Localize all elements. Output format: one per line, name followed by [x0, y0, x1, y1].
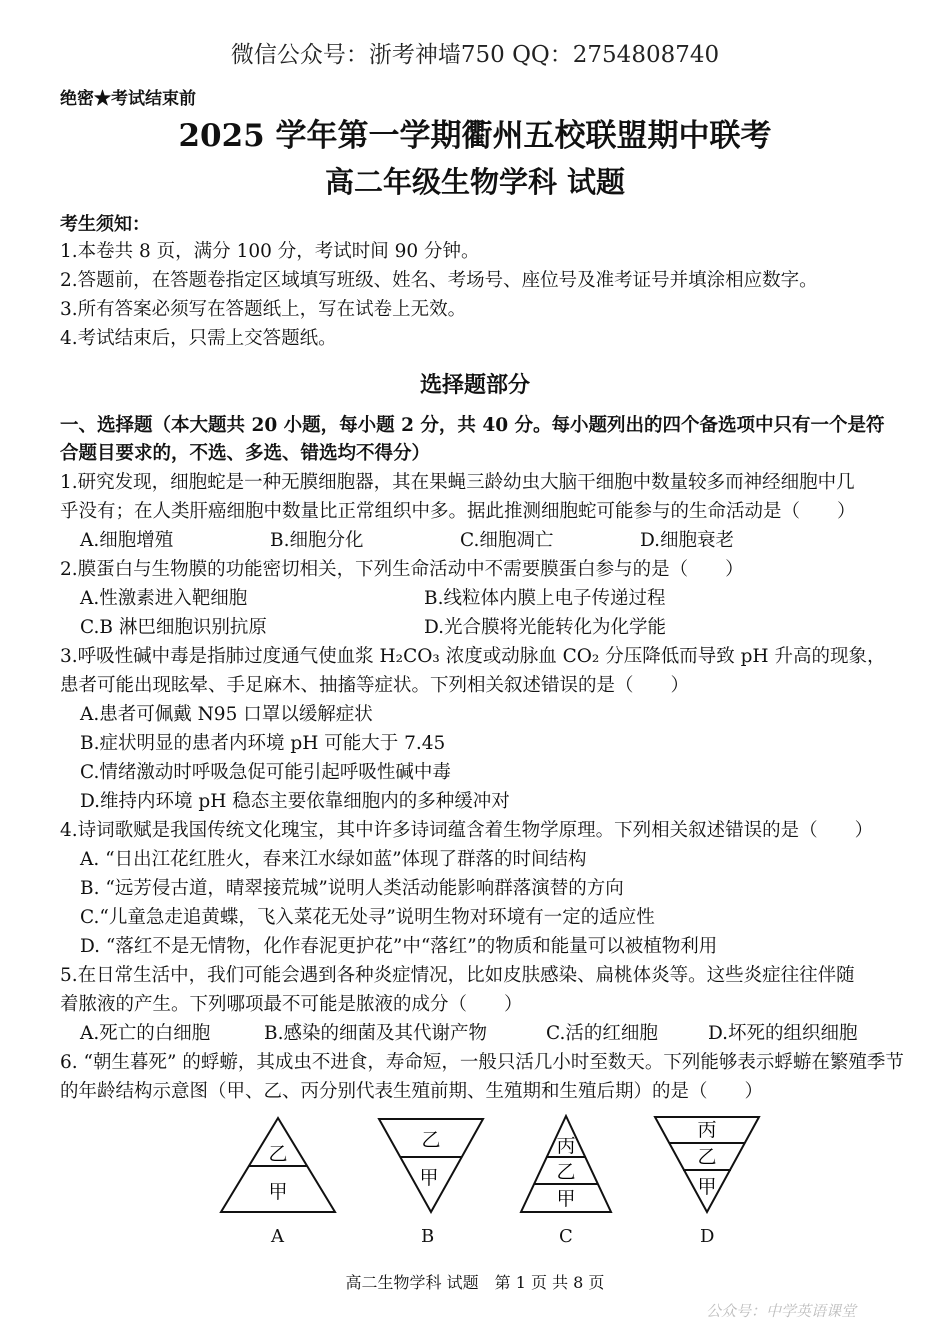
figure-b-layer-bottom: 甲 [419, 1167, 439, 1189]
question-5-option-b: B.感染的细菌及其代谢产物 [264, 1023, 487, 1044]
notice-item: 3.所有答案必须写在答题纸上，写在试卷上无效。 [60, 299, 467, 320]
part-intro: 合题目要求的，不选、多选、错选均不得分） [60, 443, 431, 464]
figure-b-layer-top: 乙 [421, 1129, 441, 1151]
question-4-option-a: A. “日出江花红胜火，春来江水绿如蓝”体现了群落的时间结构 [80, 849, 587, 870]
notice-heading: 考生须知： [60, 214, 150, 235]
question-6-stem: 的年龄结构示意图（甲、乙、丙分别代表生殖前期、生殖期和生殖后期）的是（ ） [60, 1081, 764, 1102]
question-3-option-c: C.情绪激动时呼吸急促可能引起呼吸性碱中毒 [80, 762, 451, 783]
figure-c-layer-middle: 乙 [556, 1161, 576, 1183]
question-6-stem: 6. “朝生暮死” 的蜉蝣，其成虫不进食，寿命短，一般只活几小时至数天。下列能够表示蜉蝣在繁殖季节 [60, 1052, 904, 1073]
section-title: 选择题部分 [419, 372, 530, 398]
question-1-stem: 1.研究发现，细胞蛇是一种无膜细胞器，其在果蝇三龄幼虫大脑干细胞中数量较多而神经细胞中几 [60, 472, 855, 493]
notice-item: 2.答题前，在答题卷指定区域填写班级、姓名、考场号、座位号及准考证号并填涂相应数字。 [60, 270, 818, 291]
figure-c-layer-top: 丙 [556, 1135, 576, 1157]
question-4-option-c: C.“儿童急走追黄蝶，飞入菜花无处寻”说明生物对环境有一定的适应性 [80, 907, 655, 928]
question-1-option-d: D.细胞衰老 [640, 530, 735, 551]
question-2-option-c: C.B 淋巴细胞识别抗原 [80, 617, 267, 638]
exam-title: 2025 学年第一学期衢州五校联盟期中联考 [178, 118, 772, 154]
question-1-option-b: B.细胞分化 [270, 530, 364, 551]
figure-c-label: C [559, 1226, 573, 1247]
question-3-option-a: A.患者可佩戴 N95 口罩以缓解症状 [80, 704, 373, 725]
part-intro: 一、选择题（本大题共 20 小题，每小题 2 分，共 40 分。每小题列出的四个备选项中只有一个是符 [60, 415, 885, 436]
notice-item: 4.考试结束后，只需上交答题纸。 [60, 328, 337, 349]
figure-d-label: D [700, 1226, 715, 1247]
figure-a-label: A [271, 1226, 284, 1247]
age-structure-figure-c [518, 1114, 614, 1218]
page-footer: 高二生物学科 试题 第 1 页 共 8 页 [345, 1273, 605, 1292]
question-2-option-d: D.光合膜将光能转化为化学能 [424, 617, 667, 638]
page-header: 微信公众号：浙考神墙750 QQ：2754808740 [230, 42, 720, 68]
figure-d-layer-bottom: 甲 [697, 1176, 717, 1198]
figure-b-label: B [421, 1226, 435, 1247]
watermark: 公众号：中学英语课堂 [706, 1302, 857, 1320]
question-1-option-a: A.细胞增殖 [80, 530, 174, 551]
confidential-label: 绝密★考试结束前 [60, 89, 196, 109]
question-2-stem: 2.膜蛋白与生物膜的功能密切相关，下列生命活动中不需要膜蛋白参与的是（ ） [60, 559, 744, 580]
figure-a-layer-top: 乙 [268, 1143, 288, 1165]
question-3-stem: 患者可能出现眩晕、手足麻木、抽搐等症状。下列相关叙述错误的是（ ） [60, 675, 690, 696]
question-4-option-d: D. “落红不是无情物，化作春泥更护花”中“落红”的物质和能量可以被植物利用 [80, 936, 718, 957]
question-5-option-c: C.活的红细胞 [546, 1023, 658, 1044]
question-1-stem: 乎没有；在人类肝癌细胞中数量比正常组织中多。据此推测细胞蛇可能参与的生命活动是（ ） [60, 501, 856, 522]
question-5-stem: 5.在日常生活中，我们可能会遇到各种炎症情况，比如皮肤感染、扁桃体炎等。这些炎症往往伴随 [60, 965, 855, 986]
age-structure-figure-b [376, 1116, 486, 1218]
question-1-option-c: C.细胞凋亡 [460, 530, 554, 551]
question-2-option-b: B.线粒体内膜上电子传递过程 [424, 588, 666, 609]
figure-d-layer-top: 丙 [697, 1119, 717, 1141]
question-5-option-a: A.死亡的白细胞 [80, 1023, 211, 1044]
age-structure-figure-a [218, 1116, 338, 1218]
figure-c-layer-bottom: 甲 [556, 1188, 576, 1210]
question-3-stem: 3.呼吸性碱中毒是指肺过度通气使血浆 H₂CO₃ 浓度或动脉血 CO₂ 分压降低而导致 pH 升高的现象， [60, 646, 886, 667]
figure-a-layer-bottom: 甲 [268, 1181, 288, 1203]
question-3-option-b: B.症状明显的患者内环境 pH 可能大于 7.45 [80, 733, 446, 754]
question-2-option-a: A.性激素进入靶细胞 [80, 588, 248, 609]
question-4-option-b: B. “远芳侵古道，晴翠接荒城”说明人类活动能影响群落演替的方向 [80, 878, 624, 899]
question-5-option-d: D.坏死的组织细胞 [708, 1023, 858, 1044]
exam-subtitle: 高二年级生物学科 试题 [324, 165, 626, 199]
question-5-stem: 着脓液的产生。下列哪项最不可能是脓液的成分（ ） [60, 994, 523, 1015]
figure-d-layer-middle: 乙 [697, 1146, 717, 1168]
notice-item: 1.本卷共 8 页，满分 100 分，考试时间 90 分钟。 [60, 241, 480, 262]
question-3-option-d: D.维持内环境 pH 稳态主要依靠细胞内的多种缓冲对 [80, 791, 510, 812]
age-structure-figure-d [652, 1114, 762, 1218]
question-4-stem: 4.诗词歌赋是我国传统文化瑰宝，其中许多诗词蕴含着生物学原理。下列相关叙述错误的是（ ） [60, 820, 874, 841]
